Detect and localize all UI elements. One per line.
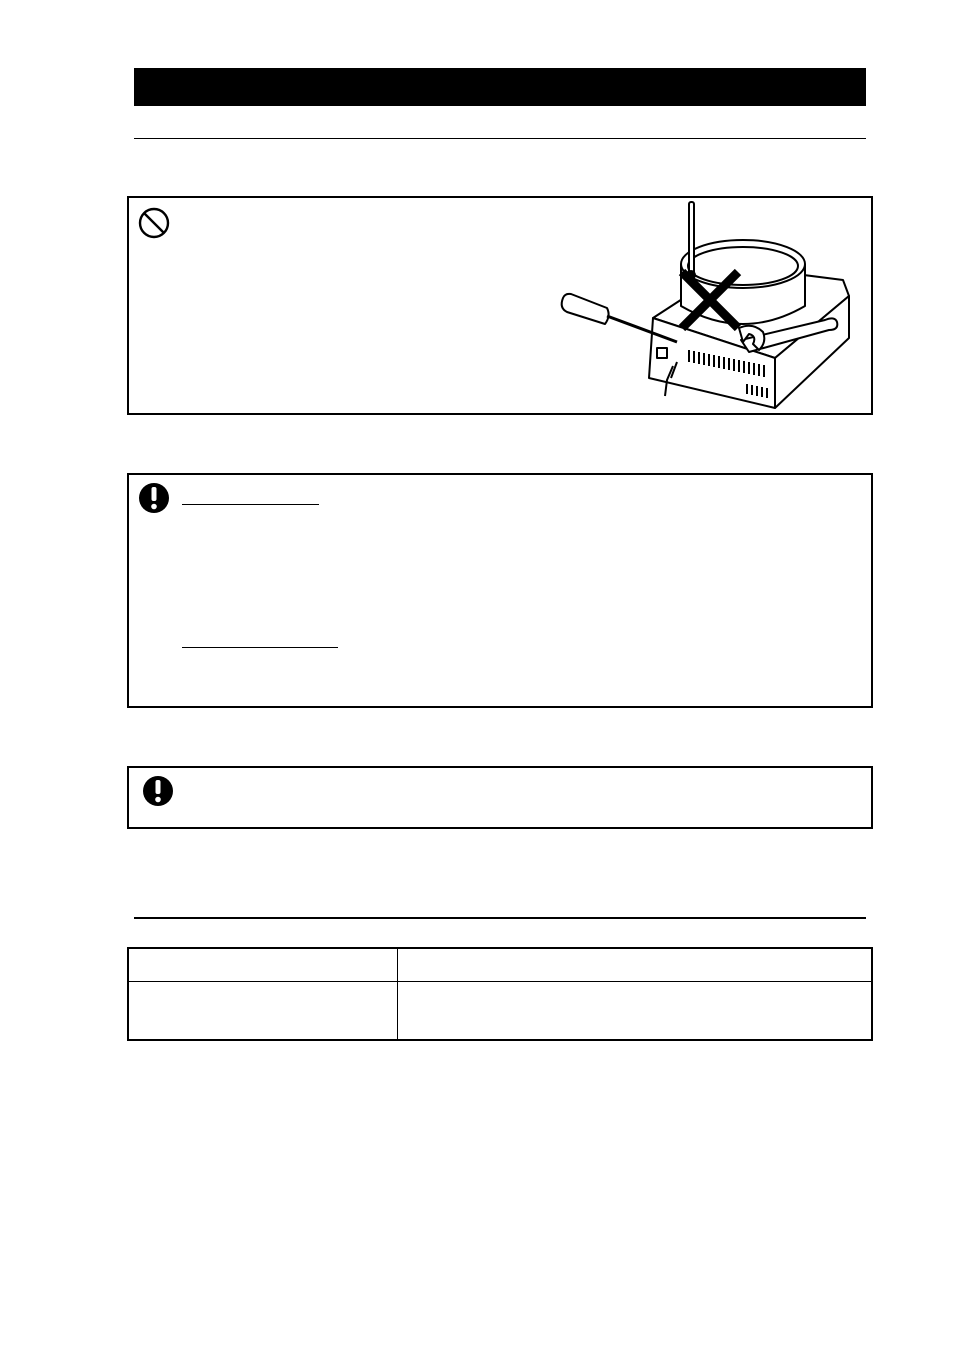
spec-table [127,947,873,1041]
prohibition-box [127,196,873,415]
table-cell [128,981,398,1040]
note-box [127,766,873,829]
cross-mark-icon [676,268,746,332]
caution-heading-1-underline [182,504,319,505]
table-cell [398,981,873,1040]
prohibition-icon [137,206,171,240]
table-header-cell [398,948,873,981]
exclamation-icon [141,774,175,808]
section-divider [134,917,866,919]
table-header-cell [128,948,398,981]
table-header-row [128,948,872,981]
table-row [128,981,872,1040]
header-divider [134,138,866,139]
caution-heading-2-underline [182,647,338,648]
caution-box [127,473,873,708]
exclamation-icon [137,481,171,515]
page-header-bar [134,68,866,106]
